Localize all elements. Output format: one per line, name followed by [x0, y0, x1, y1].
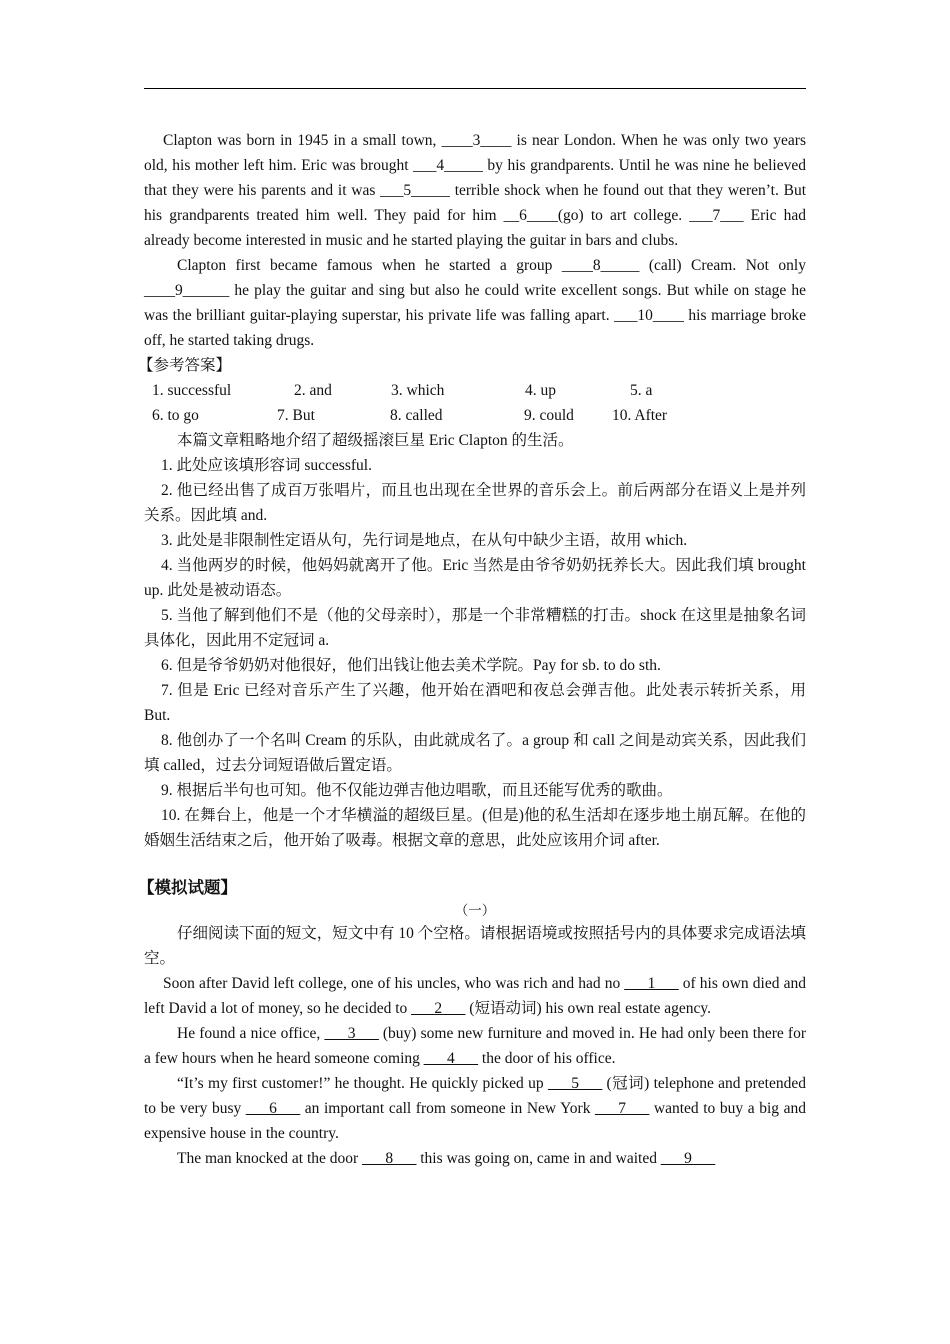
answer-item: 6. to go	[152, 407, 199, 424]
blank-7: ___7___	[595, 1100, 650, 1117]
answer-item: 8. called	[390, 407, 443, 424]
blank-4: ___4___	[423, 1050, 479, 1067]
explanation-item: 2. 他已经出售了成百万张唱片，而且也出现在全世界的音乐会上。前后两部分在语义上是并列关系。因此填 and.	[144, 482, 806, 524]
practice-text: “It’s my first customer!” he thought. He quickly picked up	[177, 1075, 548, 1092]
answer-item: 4. up	[525, 382, 556, 399]
explanation-item: 4. 当他两岁的时候，他妈妈就离开了他。Eric 当然是由爷爷奶奶抚养长大。因此我们填 brought up. 此处是被动语态。	[144, 557, 806, 599]
answer-item: 1. successful	[152, 382, 232, 399]
explanation-item: 5. 当他了解到他们不是（他的父母亲时），那是一个非常糟糕的打击。shock 在这里是抽象名词具体化，因此用不定冠词 a.	[144, 607, 806, 649]
blank-3: ___3___	[324, 1025, 379, 1042]
practice-text: Soon after David left college, one of his uncles, who was rich and had no	[163, 975, 625, 992]
part-label: （一）	[454, 903, 496, 918]
explanation-item: 9. 根据后半句也可知。他不仅能边弹吉他边唱歌，而且还能写优秀的歌曲。	[161, 782, 673, 799]
explanation-item: 1. 此处应该填形容词 successful.	[161, 457, 372, 474]
explanation-item: 10. 在舞台上，他是一个才华横溢的超级巨星。(但是)他的私生活却在逐步地土崩瓦解。在他的婚姻生活结束之后，他开始了吸毒。根据文章的意思，此处应该用介词 after.	[144, 807, 806, 849]
practice-text: (buy) some new furniture and moved in. He had only been there for a few hours when he heard someone coming	[144, 1025, 806, 1067]
blank-9: ___9___	[660, 1150, 716, 1167]
practice-instruction: 仔细阅读下面的短文，短文中有 10 个空格。请根据语境或按照括号内的具体要求完成语法填空。	[144, 925, 806, 967]
blank-5: ___5___	[547, 1075, 603, 1092]
passage-paragraph-1: Clapton was born in 1945 in a small town, ____3____ is near London. When he was only two years old, his mother left him. Eric was brought ___4_____ by his grandparents. Until he was nine he believed that they were his parents and it was ___5_____ terrible shock when he found out that they weren’t. But his grandparents treated him well. They paid for him __6____(go) to art college. ___7___ Eric had already become interested in music and he started playing the guitar in bars and clubs.	[144, 132, 806, 249]
explanation-item: 3. 此处是非限制性定语从句，先行词是地点，在从句中缺少主语，故用 which.	[161, 532, 688, 549]
practice-text: The man knocked at the door	[177, 1150, 363, 1167]
answer-item: 3. which	[391, 382, 445, 399]
practice-paragraph-1	[144, 971, 806, 1021]
practice-paragraph-4	[144, 1146, 806, 1171]
practice-text: (冠词) telephone and pretended to be very busy	[144, 1075, 807, 1117]
explanation-item: 6. 但是爷爷奶奶对他很好，他们出钱让他去美术学院。Pay for sb. to do sth.	[161, 657, 661, 674]
answer-item: 5. a	[630, 382, 653, 399]
practice-paragraph-2	[144, 1021, 806, 1071]
answer-item: 10. After	[612, 407, 668, 424]
blank-1: ___1___	[624, 975, 679, 992]
passage-paragraph-2: Clapton first became famous when he started a group ____8_____ (call) Cream. Not only ____9______ he play the guitar and sing but also he could write excellent songs. But while on stage he was the brilliant guitar-playing superstar, his private life was falling apart. ___10____ his marriage broke off, he started taking drugs.	[144, 257, 806, 349]
blank-6: ___6___	[245, 1100, 301, 1117]
practice-text: wanted to buy a big and expensive house in the country.	[144, 1100, 806, 1142]
practice-text: this was going on, came in and waited	[416, 1150, 661, 1167]
practice-text: an important call from someone in New York	[300, 1100, 596, 1117]
explanation-item: 8. 他创办了一个名叫 Cream 的乐队，由此就成名了。a group 和 call 之间是动宾关系，因此我们填 called，过去分词短语做后置定语。	[144, 732, 806, 774]
answer-item: 7. But	[277, 407, 315, 424]
header-rule	[144, 88, 806, 89]
section-title: 【模拟试题】	[138, 878, 237, 897]
blank-2: ___2___	[411, 1000, 466, 1017]
answers-row-2	[144, 403, 806, 428]
practice-text: He found a nice office,	[177, 1025, 325, 1042]
answer-item: 2. and	[294, 382, 332, 399]
document-body	[138, 128, 807, 1171]
practice-paragraph-3	[144, 1071, 806, 1146]
answers-row-1	[144, 378, 806, 403]
answer-item: 9. could	[524, 407, 574, 424]
practice-text: (短语动词) his own real estate agency.	[465, 1000, 712, 1017]
practice-text: the door of his office.	[478, 1050, 616, 1067]
explanation-item: 7. 但是 Eric 已经对音乐产生了兴趣，他开始在酒吧和夜总会弹吉他。此处表示转折关系，用 But.	[144, 682, 806, 724]
explanation-intro: 本篇文章粗略地介绍了超级摇滚巨星 Eric Clapton 的生活。	[177, 432, 574, 449]
answers-heading: 【参考答案】	[138, 357, 232, 374]
blank-8: ___8___	[362, 1150, 417, 1167]
practice-text: of his own died and left David a lot of money, so he decided to	[144, 975, 806, 1017]
